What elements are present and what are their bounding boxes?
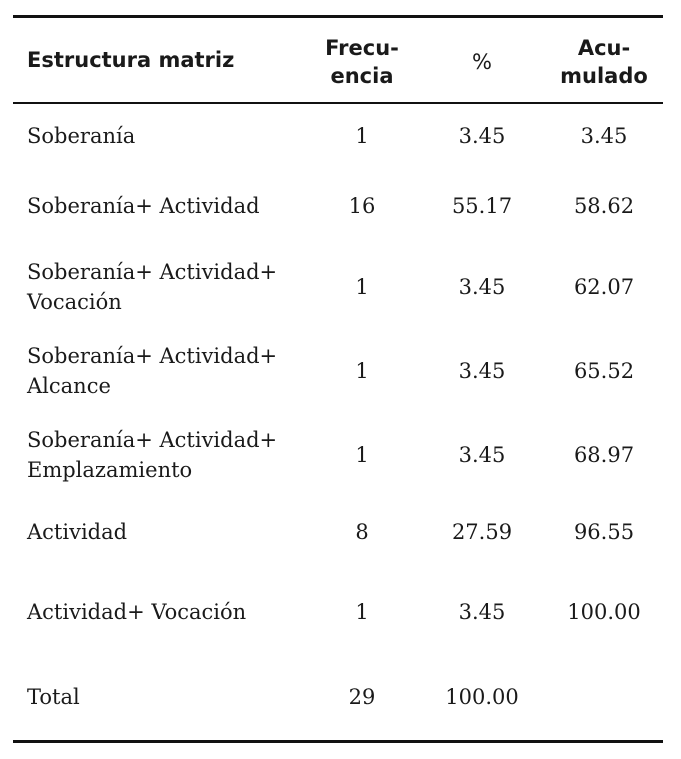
row-label-line1: Soberanía+ Actividad+ xyxy=(27,260,278,284)
header-frequency xyxy=(310,34,414,90)
row-percent: 3.45 xyxy=(458,600,506,624)
row-frequency: 1 xyxy=(355,443,369,467)
row-label xyxy=(27,341,277,401)
row-cumulative: 100.00 xyxy=(567,600,641,624)
row-cumulative: 62.07 xyxy=(573,275,635,299)
total-percent: 100.00 xyxy=(445,685,519,709)
row-frequency: 8 xyxy=(355,520,369,544)
bottom-rule xyxy=(13,740,663,743)
row-cumulative: 96.55 xyxy=(573,520,635,544)
row-label-line2: Vocación xyxy=(27,290,122,314)
row-percent: 3.45 xyxy=(458,359,506,383)
row-frequency: 1 xyxy=(355,124,369,148)
row-cumulative: 3.45 xyxy=(580,124,628,148)
header-rule xyxy=(13,102,663,104)
row-label xyxy=(27,257,277,317)
row-percent: 3.45 xyxy=(458,275,506,299)
header-cumulative-line2: mulado xyxy=(560,64,648,88)
row-label-line2: Alcance xyxy=(27,374,111,398)
header-percent: % xyxy=(472,50,492,74)
row-cumulative: 68.97 xyxy=(573,443,635,467)
header-cumulative-line1: Acu- xyxy=(577,36,631,60)
row-label-line1: Soberanía+ Actividad+ xyxy=(27,344,278,368)
header-cumulative xyxy=(548,34,660,90)
row-label-line1: Soberanía xyxy=(27,124,136,148)
row-cumulative: 58.62 xyxy=(573,194,635,218)
row-label-line2: Emplazamiento xyxy=(27,458,193,482)
row-label-line1: Actividad xyxy=(27,520,128,544)
header-frequency-line1: Frecu- xyxy=(325,36,399,60)
row-label-line1: Soberanía+ Actividad xyxy=(27,194,260,218)
row-frequency: 1 xyxy=(355,275,369,299)
top-rule xyxy=(13,15,663,18)
header-frequency-line2: encia xyxy=(330,64,394,88)
row-cumulative: 65.52 xyxy=(573,359,635,383)
row-percent: 3.45 xyxy=(458,443,506,467)
row-frequency: 1 xyxy=(355,600,369,624)
row-label xyxy=(27,517,127,547)
row-label xyxy=(27,121,135,151)
row-label xyxy=(27,425,277,485)
header-structure: Estructura matriz xyxy=(27,48,235,72)
row-percent: 55.17 xyxy=(451,194,513,218)
row-frequency: 16 xyxy=(348,194,376,218)
total-frequency: 29 xyxy=(348,685,376,709)
row-percent: 27.59 xyxy=(451,520,513,544)
row-label-line1: Actividad+ Vocación xyxy=(27,600,247,624)
row-frequency: 1 xyxy=(355,359,369,383)
row-label xyxy=(27,597,246,627)
row-label-line1: Soberanía+ Actividad+ xyxy=(27,428,278,452)
row-percent: 3.45 xyxy=(458,124,506,148)
row-label xyxy=(27,191,260,221)
total-label: Total xyxy=(27,685,80,709)
